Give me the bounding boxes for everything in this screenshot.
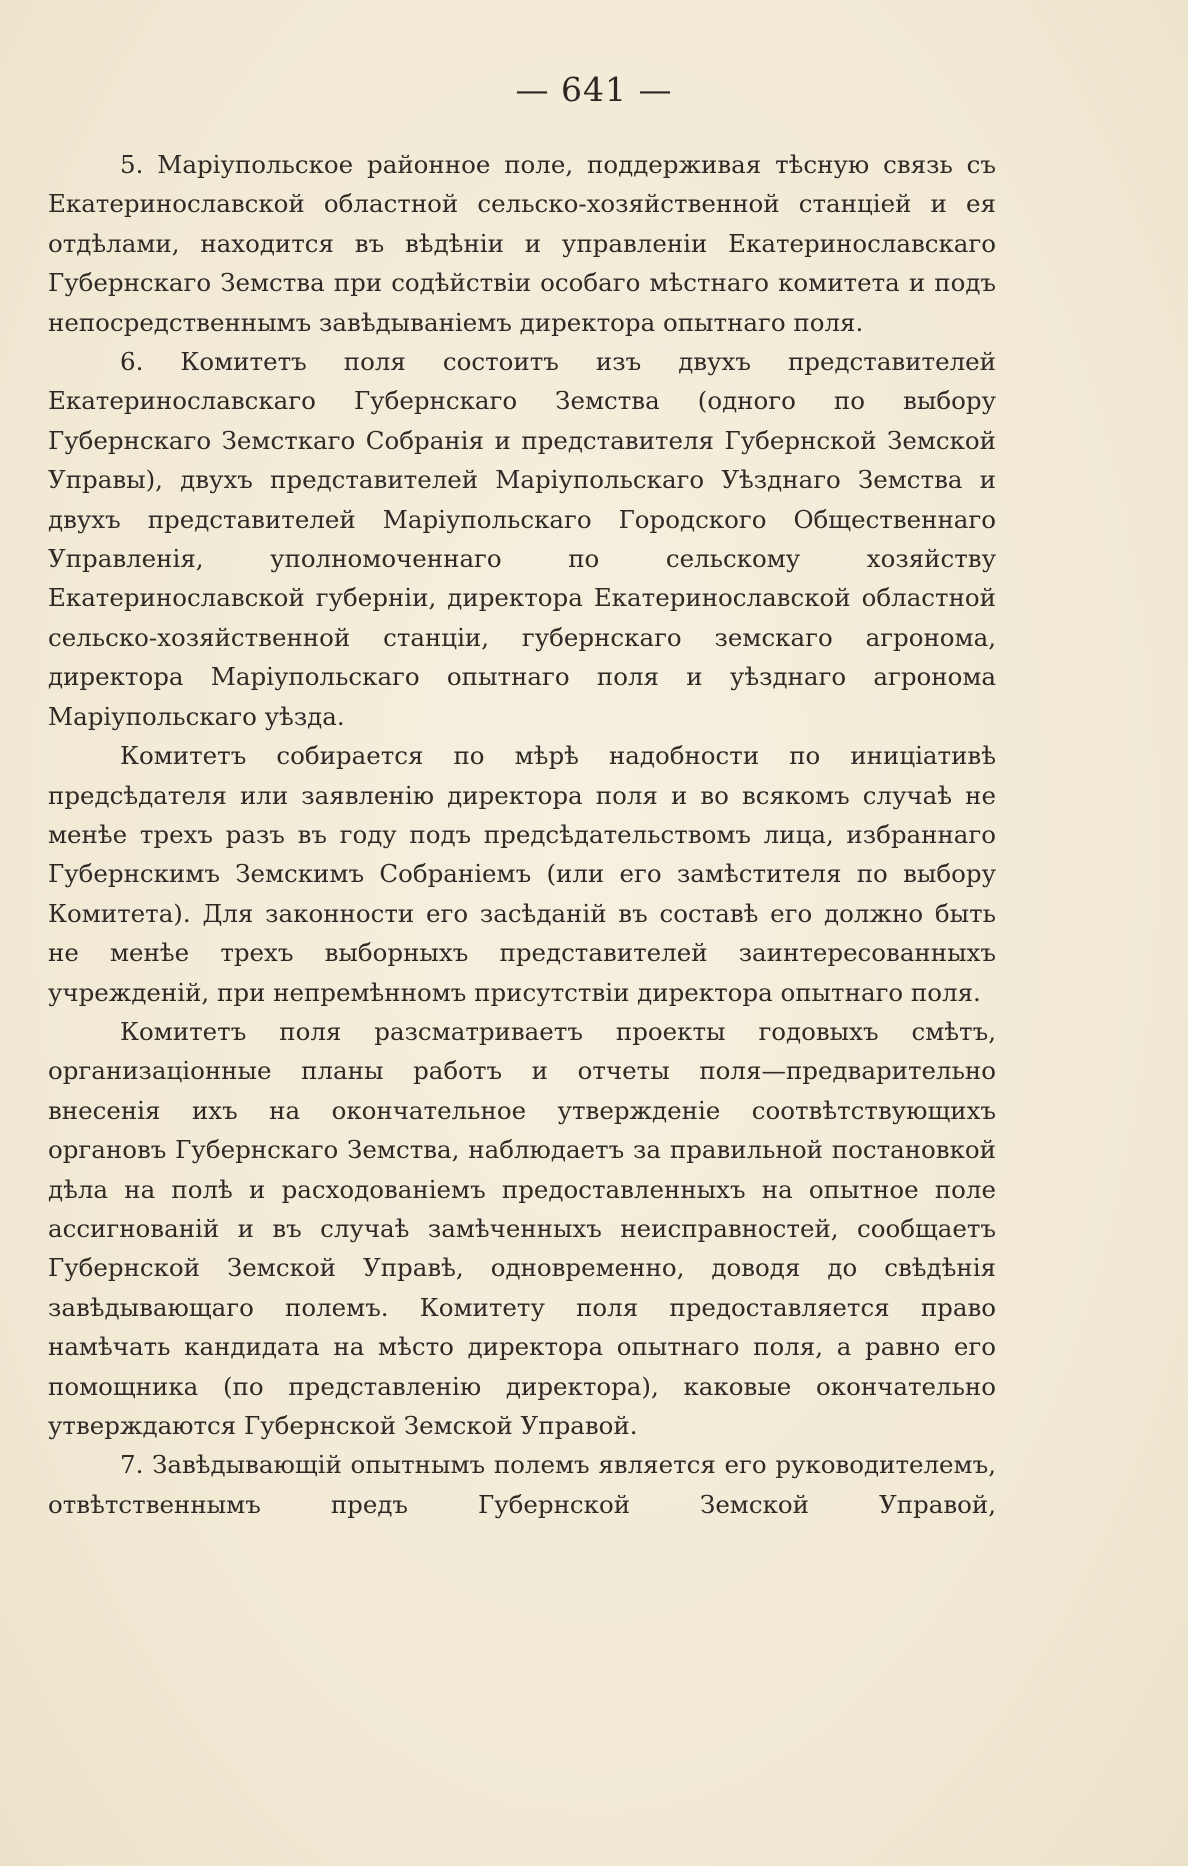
paragraph-committee-meetings: Комитетъ собирается по мѣрѣ надобности по иниціативѣ предсѣдателя или заявленію директора поля и во всякомъ случаѣ не менѣе трехъ разъ въ году подъ предсѣдательствомъ лица, избраннаго Губернскимъ Земскимъ Собраніемъ (или его замѣстителя по выбору Комитета). Для законности его засѣданій въ составѣ его должно быть не менѣе трехъ выборныхъ представителей заинтересованныхъ учрежденій, при непремѣнномъ присутствіи директора опытнаго поля. — [48, 741, 996, 1007]
paragraph-committee-duties: Комитетъ поля разсматриваетъ проекты годовыхъ смѣтъ, организаціонные планы работъ и отчеты поля—предварительно внесенія ихъ на окончательное утвержденіе соотвѣтствующихъ органовъ Губернскаго Земства, наблюдаетъ за правильной постановкой дѣла на полѣ и расходованіемъ предоставленныхъ на опытное поле ассигнованій и въ случаѣ замѣченныхъ неисправностей, сообщаетъ Губернской Земской Управѣ, одновременно, доводя до свѣдѣнія завѣдывающаго полемъ. Комитету поля предоставляется право намѣчать кандидата на мѣсто директора опытнаго поля, а равно его помощника (по представленію директора), каковые окончательно утверждаются Губернской Земской Управой. — [48, 1016, 996, 1440]
page-number: — 641 — — [515, 70, 673, 109]
paragraph-6: 6. Комитетъ поля состоитъ изъ двухъ представителей Екатеринославскаго Губернскаго Земства (одного по выбору Губернскаго Земсткаго Собранія и представителя Губернской Земской Управы), двухъ представителей Маріупольскаго Уѣзднаго Земства и двухъ представителей Маріупольскаго Городского Общественнаго Управленія, уполномоченнаго по сельскому хозяйству Екатеринославской губерніи, директора Екатеринославской областной сельско-хозяйственной станціи, губернскаго земскаго агронома, директора Маріупольскаго опытнаго поля и уѣзднаго агронома Маріупольскаго уѣзда. — [48, 347, 996, 731]
document-body — [48, 145, 996, 1524]
paragraph-7: 7. Завѣдывающій опытнымъ полемъ является его руководителемъ, отвѣтственнымъ предъ Губернской Земской Управой, — [48, 1450, 996, 1519]
paragraph-5: 5. Маріупольское районное поле, поддерживая тѣсную связь съ Екатеринославской областной сельско-хозяйственной станціей и ея отдѣлами, находится въ вѣдѣніи и управленіи Екатеринославскаго Губернскаго Земства при содѣйствіи особаго мѣстнаго комитета и подъ непосредственнымъ завѣдываніемъ директора опытнаго поля. — [48, 150, 996, 337]
